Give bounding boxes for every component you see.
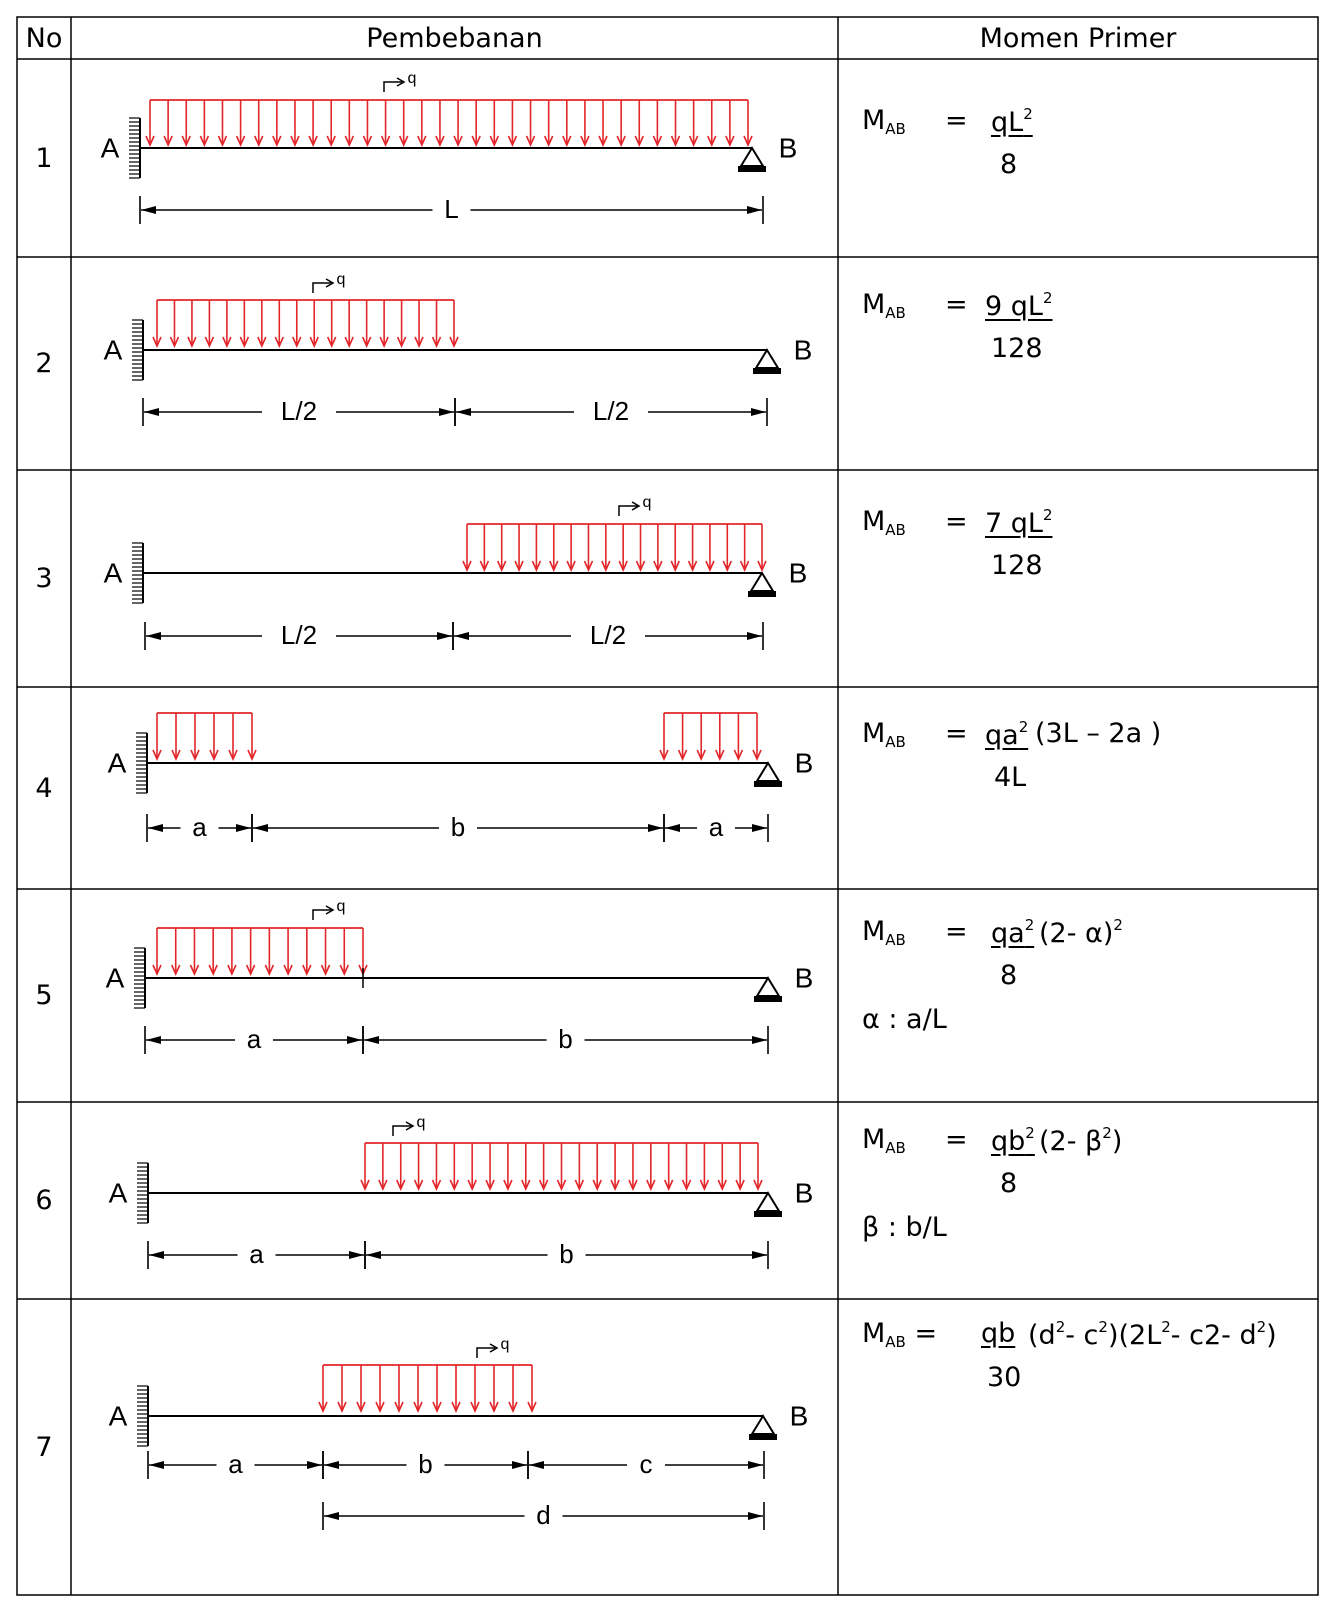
support-label-a: A [108,1177,128,1209]
formula-factor: ($d^2-$ $c^2)(2L^2-$ c2- $d^2$) [1028,1318,1277,1351]
dimension-arrow [149,1461,164,1469]
dimension-arrow [512,1461,527,1469]
dimension-arrow [752,824,767,832]
q-marker-icon [313,910,331,920]
dimension-arrow [366,1251,381,1259]
support-label-b: B [794,962,814,994]
dimension-arrow [454,632,469,640]
load-label-q: q [336,271,346,289]
row-number: 7 [35,1431,53,1463]
dimension-arrow [146,632,161,640]
beam-diagram-3 [71,470,838,687]
formula-numerator: $qa^2$ [985,718,1029,751]
formula-lhs: $M_{AB}$ [862,105,906,138]
pin-support-base [753,368,781,374]
dimension-label: a [249,1238,264,1269]
pin-support-icon [757,978,779,996]
pin-support-base [748,591,776,597]
dimension-arrow [141,206,156,214]
dimension-label: L/2 [280,395,318,426]
row-number: 2 [35,348,53,379]
dimension-arrow [439,408,454,416]
support-label-a: A [105,962,125,994]
formula-denominator: 8 [1000,1168,1018,1199]
dimension-arrow [748,1461,763,1469]
formula-factor: (2- α)$^2$ [1039,916,1123,949]
equals-sign: = [945,1124,968,1155]
support-label-b: B [789,1400,809,1432]
equals-sign: = [945,718,968,749]
formula-denominator: 30 [987,1362,1022,1393]
formula-numerator: $qb^2$ [991,1124,1035,1157]
dimension-arrow [747,206,762,214]
equals-sign: = [945,289,968,320]
equals-sign: = [945,105,968,136]
dimension-label: d [536,1499,551,1530]
formula-numerator: qb [981,1318,1016,1349]
formula-denominator: 8 [1000,149,1018,180]
dimension-arrow [751,408,766,416]
dimension-arrow [347,1036,362,1044]
formula-denominator: 4L [994,762,1027,793]
dimension-arrow [748,1512,763,1520]
load-label-q: q [407,70,417,88]
q-marker-icon [313,283,331,293]
support-label-b: B [778,132,798,164]
row-number: 1 [35,142,53,174]
formula-numerator: $qL^2$ [991,105,1033,138]
pin-support-base [754,1211,782,1217]
formula-lhs: $M_{AB}$ [862,1124,906,1157]
beam-diagram-7 [71,1299,838,1595]
dimension-label: b [450,811,466,842]
pin-support-icon [741,148,763,166]
header-no: No [25,22,63,54]
pin-support-icon [752,1416,774,1434]
dimension-label: L [444,193,459,224]
dimension-arrow [456,408,471,416]
beam-diagram-2 [71,257,838,470]
formula-numerator: 9 $qL^2$ [985,289,1053,322]
dimension-arrow [364,1036,379,1044]
pin-support-base [754,996,782,1002]
dimension-arrow [146,1036,161,1044]
load-label-q: q [336,898,346,916]
pin-support-icon [756,350,778,368]
row-number: 4 [35,772,53,804]
dimension-arrow [349,1251,364,1259]
load-label-q: q [416,1114,426,1132]
formula-denominator: 128 [991,550,1043,581]
pin-support-icon [757,763,779,781]
support-label-a: A [108,1400,128,1432]
formula-numerator: 7 $qL^2$ [985,506,1053,539]
beam-diagram-6 [71,1102,838,1299]
dimension-label: a [228,1448,243,1479]
row-number: 5 [35,980,53,1011]
formula-note: α : a/L [862,1004,947,1035]
dimension-arrow [236,824,251,832]
load-label-q: q [642,494,652,512]
dimension-arrow [148,824,163,832]
pin-support-base [738,166,766,172]
dimension-label: L/2 [280,619,318,650]
pin-support-base [749,1434,777,1440]
dimension-label: b [558,1023,573,1054]
dimension-arrow [149,1251,164,1259]
dimension-label: c [639,1448,653,1479]
dimension-arrow [324,1461,339,1469]
formula-numerator: $qa^2$ [991,916,1035,949]
support-label-b: B [788,557,808,589]
pin-support-icon [751,573,773,591]
formula-lhs: $M_{AB}$ [862,506,906,539]
dimension-label: a [708,811,724,842]
beam-diagram-5 [71,889,838,1102]
formula-denominator: 128 [991,333,1043,364]
row-number: 6 [35,1185,53,1216]
dimension-arrow [747,632,762,640]
formula-lhs: $M_{AB}$ [862,916,906,949]
q-marker-icon [384,82,402,92]
dimension-arrow [144,408,159,416]
dimension-arrow [529,1461,544,1469]
formula-lhs: $M_{AB}$ [862,718,906,751]
pin-support-base [754,781,782,787]
load-label-q: q [500,1336,510,1354]
formula-lhs: $M_{AB}$ [862,289,906,322]
support-label-b: B [793,334,813,366]
dimension-label: a [192,811,207,842]
dimension-arrow [665,824,680,832]
beam-diagram-1 [71,59,838,257]
equals-sign: = [945,506,968,537]
dimension-label: a [246,1023,262,1054]
formula-lhs: $M_{AB}$ = [862,1318,938,1351]
q-marker-icon [477,1348,495,1358]
dimension-arrow [752,1251,767,1259]
formula-note: β : b/L [862,1212,947,1243]
support-label-a: A [103,557,123,589]
dimension-arrow [307,1461,322,1469]
support-label-a: A [107,747,127,779]
dimension-label: L/2 [589,619,627,650]
dimension-arrow [253,824,268,832]
support-label-b: B [794,747,814,779]
dimension-label: b [559,1238,574,1269]
header-momen-primer: Momen Primer [979,22,1177,54]
dimension-label: b [418,1448,433,1479]
pin-support-icon [757,1193,779,1211]
formula-denominator: 8 [1000,960,1018,991]
support-label-a: A [103,334,123,366]
support-label-a: A [100,132,120,164]
support-label-b: B [794,1177,814,1209]
q-marker-icon [393,1126,411,1136]
formula-factor: (3L – 2a ) [1035,718,1162,749]
q-marker-icon [619,506,637,516]
dimension-label: L/2 [592,395,630,426]
row-number: 3 [35,563,53,594]
dimension-arrow [437,632,452,640]
formula-factor: (2- $\beta^2$) [1039,1124,1123,1157]
dimension-arrow [752,1036,767,1044]
dimension-arrow [648,824,663,832]
beam-diagram-4 [71,687,838,889]
header-pembebanan: Pembebanan [366,22,543,54]
dimension-arrow [324,1512,339,1520]
equals-sign: = [945,916,968,947]
